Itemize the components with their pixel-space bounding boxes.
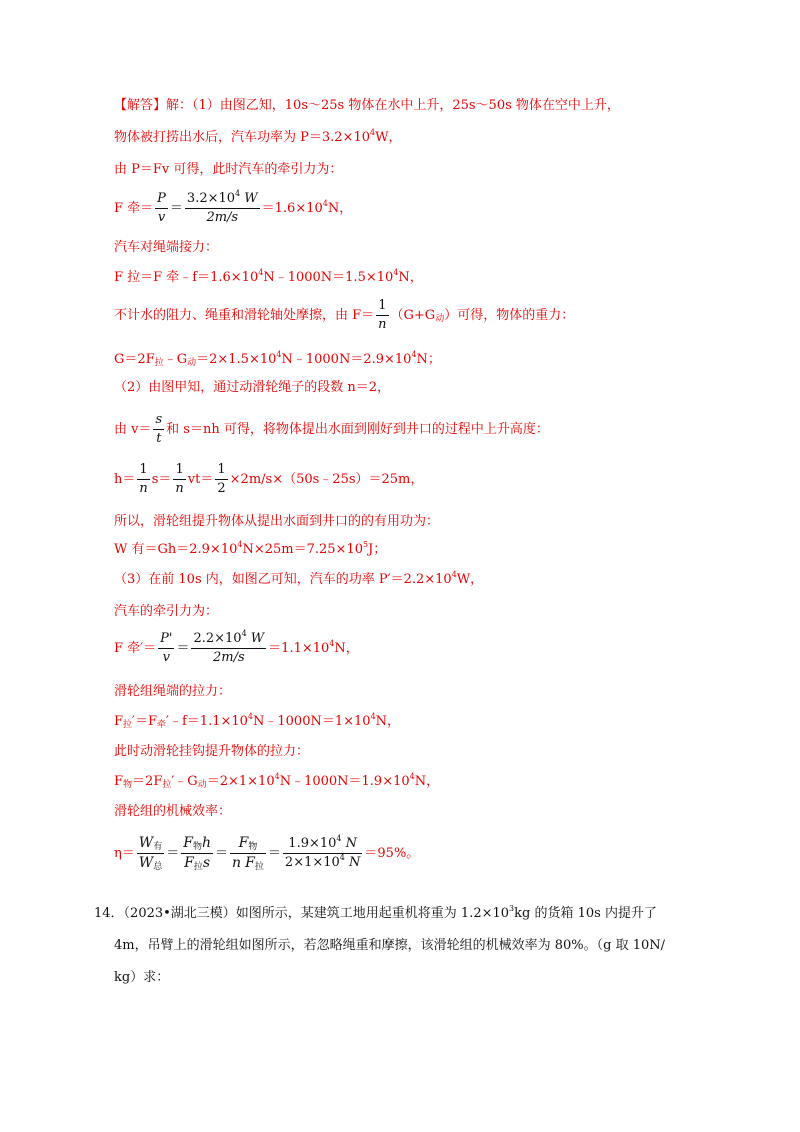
equation-traction-2: F 牵′＝ $\frac{P'}{v}$ ＝ $\frac{2.2\times 10^4 W}{2m/s}$ $=1.1\times 10^4N$， [114,629,359,665]
question-line-2: 4m，吊臂上的滑轮组如图所示，若忽略绳重和摩擦，该滑轮组的机械效率为 80%。（g 取 10N/ [114,938,666,953]
useful-work-intro: 所以，滑轮组提升物体从提出水面到井口的的有用功为： [114,514,440,529]
question-line-3: kg）求： [114,970,170,985]
efficiency-intro: 滑轮组的机械效率： [114,804,232,819]
hook-force-line: $F_物=2F_拉'﹣G_动=2\times 1\times 10^4N﹣1000N=1.9\times 10^4N$， [114,772,440,790]
power-line: 物体被打捞出水后，汽车功率为 $P=3.2\times 10^4W$， [114,128,402,145]
rope-end-line: $F_拉'=F_牵'﹣f=1.1\times 10^4N﹣1000N=1\times 10^4N$， [114,712,401,730]
pfv-line: 由 P＝Fv 可得，此时汽车的牵引力为： [114,162,343,177]
height-line: h＝ $\frac{1}{n}$ s＝ $\frac{1}{n}$ vt＝ $\frac{1}{2}$ ×2m/s×（50s﹣25s）＝25m， [114,462,424,496]
rope-pull-line: 汽车对绳端接力： [114,240,219,255]
gravity-line: $G=2F_拉﹣G_动=2\times 1.5\times 10^4N﹣1000N=2.9\times 10^4N$； [114,350,441,368]
rope-end-intro: 滑轮组绳端的拉力： [114,684,232,699]
question-line-1: 14．（2023•湖北三模）如图所示，某建筑工地用起重机将重为 $1.2\times 10^3kg$ 的货箱 10s 内提升了 [94,904,657,921]
equation-traction-1: F 牵＝ $\frac{P}{v}$ ＝ $\frac{3.2\times 10^4 W}{2m/s}$ $=1.6\times 10^4N$， [114,189,353,225]
efficiency-equation: η＝ $\frac{W_有}{W_总}$ ＝ $\frac{F_物h}{F_拉s}$ ＝ $\frac{F_物}{n F_拉}$ ＝ $\frac{1.9\times 10^4 N}{2\times 1\times 10^4 N}$ ＝95%。 [114,834,420,872]
solution-title: 【解答】 [114,98,167,113]
velocity-line: 由 v＝ $\frac{s}{t}$ 和 s＝nh 可得，将物体提出水面到刚好到井口的过程中上升高度： [114,412,549,446]
solution-intro: 【解答】解：（1）由图乙知，10s～25s 物体在水中上升，25s～50s 物体在空中上升， [114,98,620,113]
useful-work-line: W 有$=Gh=2.9\times 10^4N\times 25m=7.25\times 10^5J$； [114,540,387,557]
part3-line: （3）在前 10s 内，如图乙可知，汽车的功率 $P'=2.2\times 10^4W$， [114,570,484,587]
ignore-friction-line: 不计水的阻力、绳重和滑轮轴处摩擦，由 F＝ $\frac{1}{n}$ $(G+G_动)$可得，物体的重力： [114,298,575,332]
part2-line: （2）由图甲知，通过动滑轮绳子的段数 n＝2， [114,380,391,395]
traction-intro: 汽车的牵引力为： [114,604,219,619]
hook-intro: 此时动滑轮挂钩提升物体的拉力： [114,744,310,759]
f-pull-line: F 拉＝F 牵$﹣f=1.6\times 10^4N﹣1000N=1.5\times 10^4N$， [114,268,423,285]
